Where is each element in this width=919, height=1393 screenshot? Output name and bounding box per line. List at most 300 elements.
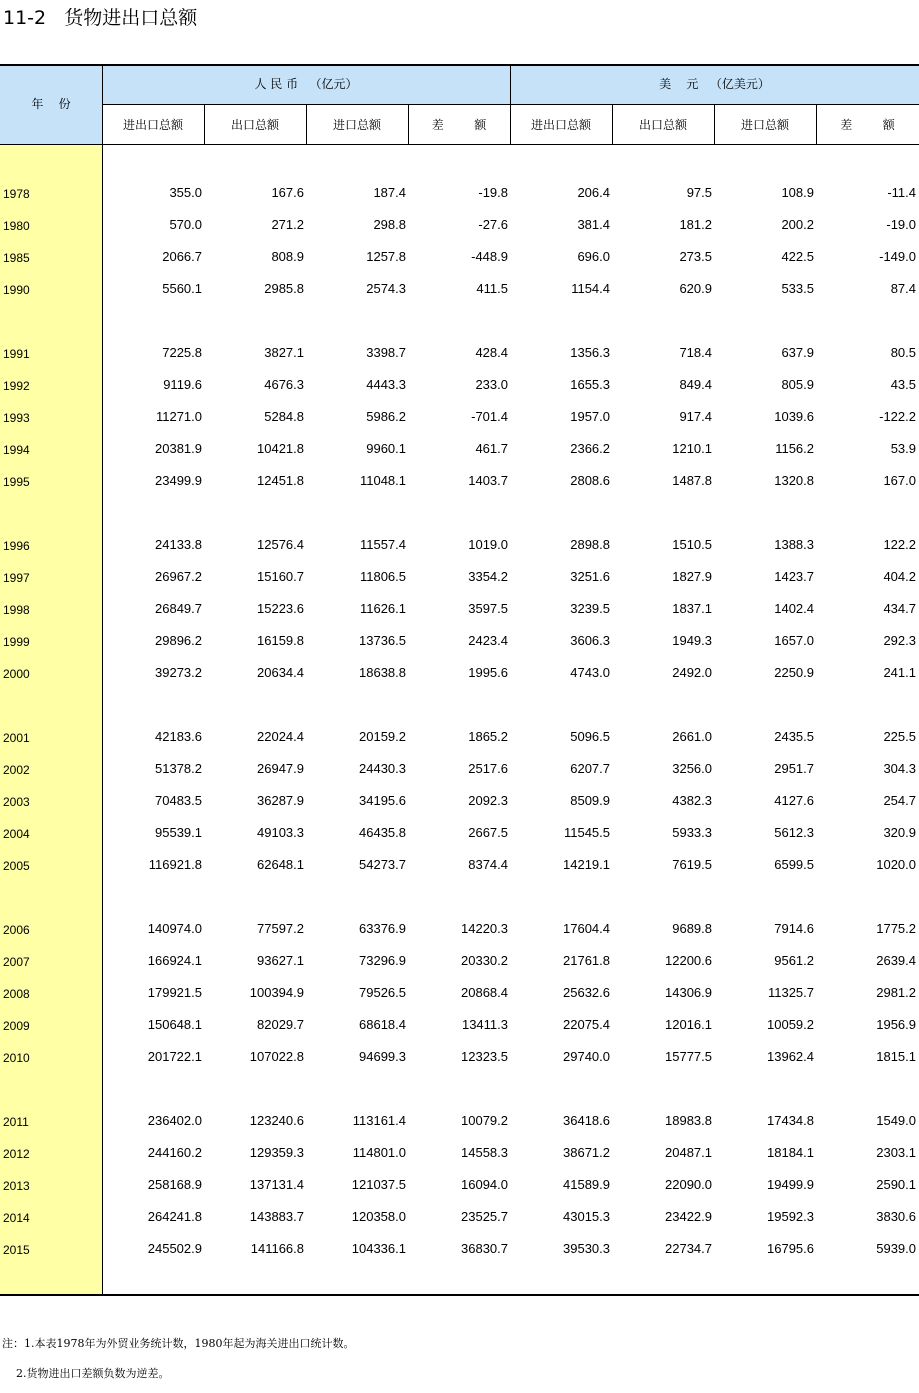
value-cell: 26849.7	[155, 601, 202, 616]
value-cell: 15160.7	[257, 569, 304, 584]
value-cell: 271.2	[271, 217, 304, 232]
column-header: 出口总额	[638, 118, 687, 132]
value-cell: 3256.0	[672, 761, 712, 776]
value-cell: 70483.5	[155, 793, 202, 808]
value-cell: 241.1	[883, 665, 916, 680]
value-cell: 206.4	[577, 185, 610, 200]
value-cell: 355.0	[169, 185, 202, 200]
value-cell: 22734.7	[665, 1241, 712, 1256]
value-cell: 16795.6	[767, 1241, 814, 1256]
value-cell: 570.0	[169, 217, 202, 232]
value-cell: 2574.3	[366, 281, 406, 296]
value-cell: 113161.4	[352, 1113, 406, 1128]
value-cell: 11325.7	[767, 985, 814, 1000]
value-cell: 5096.5	[570, 729, 610, 744]
value-cell: 1815.1	[876, 1049, 916, 1064]
year-cell: 1991	[3, 347, 30, 361]
table-row	[0, 280, 919, 300]
value-cell: 2808.6	[570, 473, 610, 488]
value-cell: 2492.0	[672, 665, 712, 680]
value-cell: 434.7	[883, 601, 916, 616]
value-cell: 2898.8	[570, 537, 610, 552]
value-cell: 1020.0	[876, 857, 916, 872]
year-cell: 2009	[3, 1019, 30, 1033]
value-cell: 9689.8	[672, 921, 712, 936]
table-row	[0, 664, 919, 684]
value-cell: 43015.3	[563, 1209, 610, 1224]
year-cell: 2002	[3, 763, 30, 777]
value-cell: 3827.1	[264, 345, 304, 360]
year-cell: 1993	[3, 411, 30, 425]
value-cell: 6599.5	[774, 857, 814, 872]
value-cell: 23525.7	[461, 1209, 508, 1224]
value-cell: 245502.9	[147, 1241, 202, 1256]
value-cell: 696.0	[577, 249, 610, 264]
column-divider	[816, 104, 817, 145]
value-cell: 3398.7	[366, 345, 406, 360]
value-cell: 22090.0	[665, 1177, 712, 1192]
value-cell: 82029.7	[257, 1017, 304, 1032]
year-cell: 1997	[3, 571, 30, 585]
value-cell: 5284.8	[264, 409, 304, 424]
value-cell: 5939.0	[876, 1241, 916, 1256]
value-cell: 2423.4	[468, 633, 508, 648]
column-header: 进口总额	[332, 118, 381, 132]
table-row	[0, 376, 919, 396]
value-cell: 94699.3	[359, 1049, 406, 1064]
value-cell: 11271.0	[155, 409, 202, 424]
rmb-group-label: 人 民 币 （亿元）	[254, 77, 358, 91]
table-row	[0, 952, 919, 972]
value-cell: 805.9	[781, 377, 814, 392]
year-cell: 1998	[3, 603, 30, 617]
value-cell: 1865.2	[468, 729, 508, 744]
column-divider	[612, 104, 613, 145]
column-header: 差 额	[431, 118, 487, 132]
value-cell: 200.2	[781, 217, 814, 232]
value-cell: 18638.8	[359, 665, 406, 680]
value-cell: 1655.3	[570, 377, 610, 392]
value-cell: 1423.7	[774, 569, 814, 584]
value-cell: 167.6	[271, 185, 304, 200]
value-cell: 97.5	[686, 185, 712, 200]
table-row	[0, 1016, 919, 1036]
value-cell: 17434.8	[767, 1113, 814, 1128]
value-cell: -11.4	[887, 185, 916, 200]
value-cell: 87.4	[890, 281, 916, 296]
value-cell: 181.2	[679, 217, 712, 232]
value-cell: 143883.7	[249, 1209, 304, 1224]
value-cell: 14219.1	[563, 857, 610, 872]
value-cell: 2092.3	[468, 793, 508, 808]
value-cell: -19.0	[886, 217, 916, 232]
year-cell: 2014	[3, 1211, 30, 1225]
value-cell: 13411.3	[461, 1017, 508, 1032]
value-cell: 29896.2	[155, 633, 202, 648]
trade-table	[0, 64, 919, 1296]
value-cell: 73296.9	[359, 953, 406, 968]
value-cell: 36830.7	[461, 1241, 508, 1256]
value-cell: 2985.8	[264, 281, 304, 296]
value-cell: 298.8	[373, 217, 406, 232]
value-cell: 1995.6	[468, 665, 508, 680]
value-cell: 320.9	[883, 825, 916, 840]
value-cell: 422.5	[781, 249, 814, 264]
value-cell: -149.0	[879, 249, 916, 264]
value-cell: 2303.1	[876, 1145, 916, 1160]
value-cell: 26967.2	[155, 569, 202, 584]
year-cell: 1985	[3, 251, 30, 265]
value-cell: 19499.9	[767, 1177, 814, 1192]
table-row	[0, 728, 919, 748]
value-cell: 167.0	[883, 473, 916, 488]
table-row	[0, 216, 919, 236]
value-cell: 11626.1	[359, 601, 406, 616]
value-cell: 2066.7	[162, 249, 202, 264]
value-cell: 11545.5	[563, 825, 610, 840]
value-cell: 292.3	[883, 633, 916, 648]
value-cell: 20159.2	[359, 729, 406, 744]
table-row	[0, 1176, 919, 1196]
value-cell: 41589.9	[563, 1177, 610, 1192]
table-row	[0, 920, 919, 940]
value-cell: 23499.9	[155, 473, 202, 488]
value-cell: 1956.9	[876, 1017, 916, 1032]
value-cell: 808.9	[271, 249, 304, 264]
column-divider	[408, 104, 409, 145]
value-cell: 114801.0	[352, 1145, 406, 1160]
value-cell: 917.4	[679, 409, 712, 424]
value-cell: 3830.6	[876, 1209, 916, 1224]
year-cell: 2003	[3, 795, 30, 809]
value-cell: 26947.9	[257, 761, 304, 776]
value-cell: 20634.4	[257, 665, 304, 680]
value-cell: 1949.3	[672, 633, 712, 648]
value-cell: 42183.6	[155, 729, 202, 744]
table-row	[0, 760, 919, 780]
value-cell: 51378.2	[155, 761, 202, 776]
value-cell: 5933.3	[672, 825, 712, 840]
value-cell: 1657.0	[774, 633, 814, 648]
value-cell: 5612.3	[774, 825, 814, 840]
column-header: 出口总额	[230, 118, 279, 132]
value-cell: 3606.3	[570, 633, 610, 648]
value-cell: -122.2	[879, 409, 916, 424]
value-cell: 304.3	[883, 761, 916, 776]
value-cell: 3597.5	[468, 601, 508, 616]
table-row	[0, 984, 919, 1004]
value-cell: 129359.3	[249, 1145, 304, 1160]
value-cell: 121037.5	[351, 1177, 406, 1192]
footnote: 注：1.本表1978年为外贸业务统计数，1980年起为海关进出口统计数。	[2, 1337, 355, 1350]
value-cell: 12576.4	[257, 537, 304, 552]
value-cell: 1837.1	[672, 601, 712, 616]
value-cell: 18184.1	[767, 1145, 814, 1160]
value-cell: 20868.4	[461, 985, 508, 1000]
value-cell: 123240.6	[249, 1113, 304, 1128]
year-cell: 1992	[3, 379, 30, 393]
value-cell: 122.2	[883, 537, 916, 552]
value-cell: 137131.4	[249, 1177, 304, 1192]
table-row	[0, 792, 919, 812]
value-cell: 13736.5	[359, 633, 406, 648]
year-cell: 2001	[3, 731, 30, 745]
year-cell: 2012	[3, 1147, 30, 1161]
value-cell: 6207.7	[570, 761, 610, 776]
table-row	[0, 184, 919, 204]
value-cell: 9119.6	[163, 377, 202, 392]
value-cell: 54273.7	[359, 857, 406, 872]
year-cell: 1996	[3, 539, 30, 553]
year-cell: 1978	[3, 187, 30, 201]
column-header: 进出口总额	[122, 118, 183, 132]
year-cell: 2010	[3, 1051, 30, 1065]
usd-group-label: 美 元 （亿美元）	[659, 77, 770, 91]
footnote: 2.货物进出口差额负数为逆差。	[2, 1367, 170, 1380]
value-cell: 25632.6	[563, 985, 610, 1000]
value-cell: 2590.1	[876, 1177, 916, 1192]
value-cell: 1356.3	[570, 345, 610, 360]
value-cell: 15223.6	[257, 601, 304, 616]
value-cell: 100394.9	[249, 985, 304, 1000]
value-cell: 5560.1	[162, 281, 202, 296]
value-cell: 11557.4	[359, 537, 406, 552]
value-cell: 2366.2	[570, 441, 610, 456]
value-cell: 39273.2	[155, 665, 202, 680]
year-cell: 1994	[3, 443, 30, 457]
value-cell: 14558.3	[461, 1145, 508, 1160]
year-cell: 2004	[3, 827, 30, 841]
value-cell: 404.2	[883, 569, 916, 584]
value-cell: 12451.8	[257, 473, 304, 488]
value-cell: 24430.3	[359, 761, 406, 776]
value-cell: 4676.3	[264, 377, 304, 392]
value-cell: 10059.2	[767, 1017, 814, 1032]
table-row	[0, 632, 919, 652]
value-cell: 120358.0	[351, 1209, 406, 1224]
value-cell: 62648.1	[257, 857, 304, 872]
value-cell: 116921.8	[148, 857, 202, 872]
value-cell: 187.4	[373, 185, 406, 200]
value-cell: 8374.4	[468, 857, 508, 872]
column-header: 差 额	[840, 118, 895, 132]
value-cell: 12200.6	[665, 953, 712, 968]
value-cell: 22075.4	[563, 1017, 610, 1032]
value-cell: -19.8	[478, 185, 508, 200]
value-cell: 108.9	[781, 185, 814, 200]
value-cell: 39530.3	[563, 1241, 610, 1256]
value-cell: 46435.8	[359, 825, 406, 840]
value-cell: 17604.4	[563, 921, 610, 936]
year-cell: 1995	[3, 475, 30, 489]
value-cell: 461.7	[475, 441, 508, 456]
value-cell: 16159.8	[257, 633, 304, 648]
value-cell: 20330.2	[461, 953, 508, 968]
value-cell: 381.4	[577, 217, 610, 232]
value-cell: 80.5	[890, 345, 916, 360]
value-cell: 273.5	[679, 249, 712, 264]
value-cell: 201722.1	[147, 1049, 202, 1064]
header-bottom-border	[0, 144, 919, 145]
value-cell: 1257.8	[366, 249, 406, 264]
value-cell: -27.6	[478, 217, 508, 232]
value-cell: 7225.8	[162, 345, 202, 360]
value-cell: 9960.1	[366, 441, 406, 456]
value-cell: 141166.8	[250, 1241, 304, 1256]
table-row	[0, 1144, 919, 1164]
table-row	[0, 440, 919, 460]
value-cell: 23422.9	[665, 1209, 712, 1224]
value-cell: 10079.2	[461, 1113, 508, 1128]
table-row	[0, 856, 919, 876]
value-cell: -701.4	[471, 409, 508, 424]
value-cell: 620.9	[679, 281, 712, 296]
value-cell: 150648.1	[147, 1017, 202, 1032]
table-row	[0, 824, 919, 844]
value-cell: 1019.0	[468, 537, 508, 552]
value-cell: 15777.5	[665, 1049, 712, 1064]
value-cell: 2435.5	[774, 729, 814, 744]
value-cell: 95539.1	[155, 825, 202, 840]
year-cell: 2011	[3, 1115, 29, 1129]
footnotes	[2, 1336, 354, 1382]
value-cell: 2639.4	[876, 953, 916, 968]
value-cell: 93627.1	[257, 953, 304, 968]
table-row	[0, 1048, 919, 1068]
value-cell: 38671.2	[563, 1145, 610, 1160]
year-header: 年 份	[31, 97, 71, 111]
value-cell: 1388.3	[774, 537, 814, 552]
year-cell: 2007	[3, 955, 30, 969]
table-row	[0, 1208, 919, 1228]
value-cell: 53.9	[890, 441, 916, 456]
value-cell: 13962.4	[767, 1049, 814, 1064]
value-cell: 1210.1	[672, 441, 712, 456]
value-cell: 1320.8	[774, 473, 814, 488]
value-cell: 43.5	[890, 377, 916, 392]
value-cell: 411.5	[476, 281, 508, 296]
year-cell: 2006	[3, 923, 30, 937]
table-row	[0, 600, 919, 620]
value-cell: 77597.2	[257, 921, 304, 936]
table-bottom-border	[0, 1294, 919, 1296]
value-cell: 9561.2	[774, 953, 814, 968]
value-cell: 22024.4	[257, 729, 304, 744]
value-cell: 1154.4	[571, 281, 610, 296]
year-cell: 1999	[3, 635, 30, 649]
year-cell: 2015	[3, 1243, 30, 1257]
value-cell: 1403.7	[468, 473, 508, 488]
year-cell: 2013	[3, 1179, 30, 1193]
table-row	[0, 1112, 919, 1132]
value-cell: 20381.9	[155, 441, 202, 456]
value-cell: 36287.9	[257, 793, 304, 808]
value-cell: 1549.0	[876, 1113, 916, 1128]
value-cell: 11048.1	[359, 473, 406, 488]
column-divider	[714, 104, 715, 145]
value-cell: 107022.8	[249, 1049, 304, 1064]
value-cell: 4127.6	[774, 793, 814, 808]
table-row	[0, 344, 919, 364]
value-cell: 2517.6	[468, 761, 508, 776]
value-cell: 1156.2	[775, 441, 814, 456]
value-cell: 24133.8	[155, 537, 202, 552]
page-title: 11-2 货物进出口总额	[3, 7, 198, 29]
value-cell: 264241.8	[147, 1209, 202, 1224]
value-cell: 19592.3	[767, 1209, 814, 1224]
value-cell: 14306.9	[665, 985, 712, 1000]
value-cell: 4443.3	[366, 377, 406, 392]
value-cell: 34195.6	[359, 793, 406, 808]
value-cell: 1510.5	[672, 537, 712, 552]
value-cell: 36418.6	[563, 1113, 610, 1128]
value-cell: 1775.2	[876, 921, 916, 936]
value-cell: 3239.5	[570, 601, 610, 616]
table-row	[0, 408, 919, 428]
value-cell: 4743.0	[570, 665, 610, 680]
value-cell: 4382.3	[672, 793, 712, 808]
table-row	[0, 248, 919, 268]
value-cell: 233.0	[475, 377, 508, 392]
column-header: 进口总额	[740, 118, 789, 132]
table-row	[0, 472, 919, 492]
value-cell: 29740.0	[563, 1049, 610, 1064]
value-cell: 20487.1	[665, 1145, 712, 1160]
value-cell: 225.5	[883, 729, 916, 744]
value-cell: 849.4	[679, 377, 712, 392]
value-cell: 533.5	[781, 281, 814, 296]
value-cell: 2981.2	[876, 985, 916, 1000]
value-cell: 18983.8	[665, 1113, 712, 1128]
year-cell: 2005	[3, 859, 30, 873]
table-top-border	[0, 64, 919, 66]
value-cell: 428.4	[475, 345, 508, 360]
value-cell: 12323.5	[461, 1049, 508, 1064]
table-row	[0, 1240, 919, 1260]
value-cell: 16094.0	[461, 1177, 508, 1192]
value-cell: 63376.9	[359, 921, 406, 936]
value-cell: 7914.6	[774, 921, 814, 936]
value-cell: 104336.1	[351, 1241, 406, 1256]
value-cell: 166924.1	[147, 953, 202, 968]
value-cell: 140974.0	[147, 921, 202, 936]
value-cell: 3251.6	[570, 569, 610, 584]
value-cell: 21761.8	[563, 953, 610, 968]
value-cell: 2250.9	[774, 665, 814, 680]
value-cell: 12016.1	[665, 1017, 712, 1032]
table-row	[0, 536, 919, 556]
value-cell: 1039.6	[774, 409, 814, 424]
value-cell: 68618.4	[359, 1017, 406, 1032]
value-cell: 1402.4	[774, 601, 814, 616]
value-cell: 258168.9	[147, 1177, 202, 1192]
value-cell: 236402.0	[147, 1113, 202, 1128]
value-cell: 637.9	[781, 345, 814, 360]
value-cell: 3354.2	[468, 569, 508, 584]
value-cell: 244160.2	[147, 1145, 202, 1160]
currency-divider	[510, 64, 511, 145]
value-cell: 1487.8	[672, 473, 712, 488]
year-cell: 2008	[3, 987, 30, 1001]
value-cell: 718.4	[679, 345, 712, 360]
value-cell: -448.9	[471, 249, 508, 264]
value-cell: 254.7	[883, 793, 916, 808]
value-cell: 79526.5	[359, 985, 406, 1000]
table-row	[0, 568, 919, 588]
value-cell: 10421.8	[257, 441, 304, 456]
value-cell: 179921.5	[147, 985, 202, 1000]
column-divider	[204, 104, 205, 145]
